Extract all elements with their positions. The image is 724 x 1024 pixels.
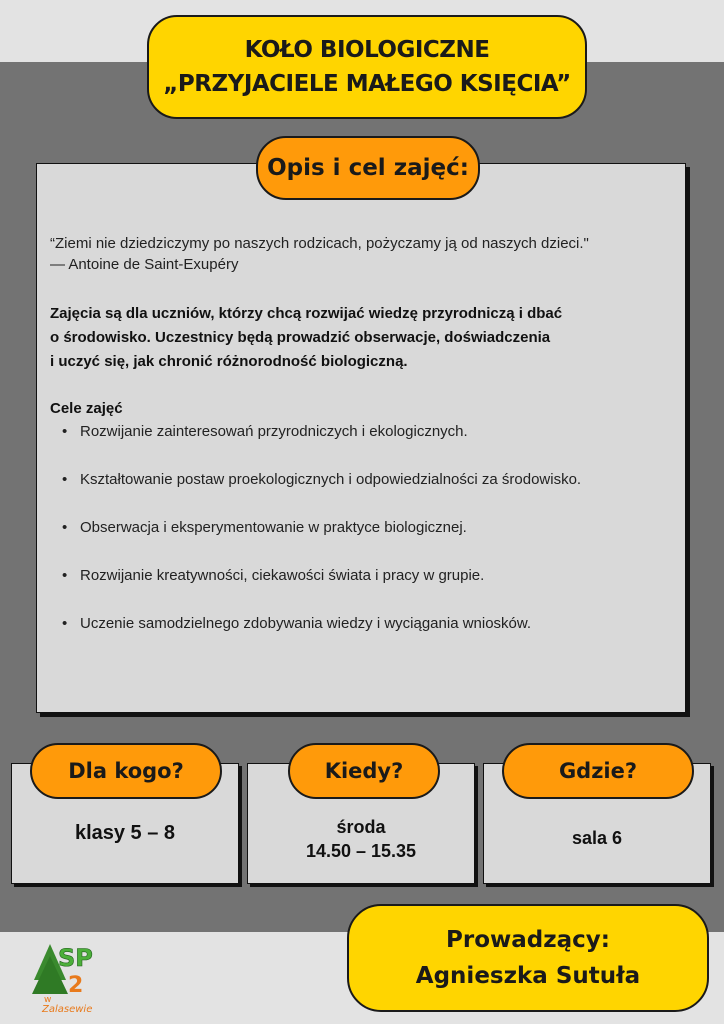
where-heading — [502, 743, 694, 799]
when-time: 14.50 – 15.35 — [305, 840, 417, 861]
when-heading — [288, 743, 440, 799]
where-value: sala 6 — [571, 828, 623, 848]
leader-label: Prowadzący: — [446, 927, 610, 953]
when-day: środa — [336, 816, 386, 837]
goal-item: • Obserwacja i eksperymentowanie w praktyce biologicznej. — [62, 516, 682, 564]
school-logo — [30, 936, 108, 1014]
where-heading-text: Gdzie? — [558, 759, 638, 783]
quote — [50, 233, 670, 275]
title-line-1: KOŁO BIOLOGICZNE — [244, 37, 490, 63]
description-heading — [256, 136, 480, 200]
for-whom-heading-text: Dla kogo? — [68, 759, 184, 783]
quote-author: — Antoine de Saint-Exupéry — [50, 256, 239, 273]
goals-title: Cele zajęć — [50, 400, 123, 417]
intro-line-1: Zajęcia są dla uczniów, którzy chcą rozwijać wiedzę przyrodniczą i dbać — [50, 305, 563, 322]
when-heading-text: Kiedy? — [324, 759, 404, 783]
intro-line-2: o środowisko. Uczestnicy będą prowadzić obserwacje, doświadczenia — [50, 329, 551, 346]
logo-number: 2 — [68, 973, 84, 998]
goal-item: • Uczenie samodzielnego zdobywania wiedzy i wyciągania wniosków. — [62, 612, 682, 660]
goals-list — [62, 420, 682, 660]
poster-title — [147, 15, 587, 119]
intro-line-3: i uczyć się, jak chronić różnorodność biologiczną. — [50, 353, 408, 370]
logo-prefix: w — [44, 995, 52, 1005]
title-line-2: „PRZYJACIELE MAŁEGO KSIĘCIA” — [163, 71, 571, 97]
for-whom-value: klasy 5 – 8 — [74, 822, 176, 844]
goal-item: • Rozwijanie kreatywności, ciekawości świata i pracy w grupie. — [62, 564, 682, 612]
quote-text: “Ziemi nie dziedziczymy po naszych rodzicach, pożyczamy ją od naszych dzieci." — [50, 235, 589, 252]
intro-paragraph — [50, 302, 670, 374]
description-heading-text: Opis i cel zajęć: — [267, 155, 469, 181]
logo-sp-text: SP — [58, 944, 93, 972]
for-whom-heading — [30, 743, 222, 799]
goal-item: • Rozwijanie zainteresowań przyrodniczych i ekologicznych. — [62, 420, 682, 468]
goal-item: • Kształtowanie postaw proekologicznych i odpowiedzialności za środowisko. — [62, 468, 682, 516]
logo-place: Zalasewie — [42, 1004, 93, 1014]
leader-box — [347, 904, 709, 1012]
leader-name: Agnieszka Sutuła — [415, 963, 641, 989]
